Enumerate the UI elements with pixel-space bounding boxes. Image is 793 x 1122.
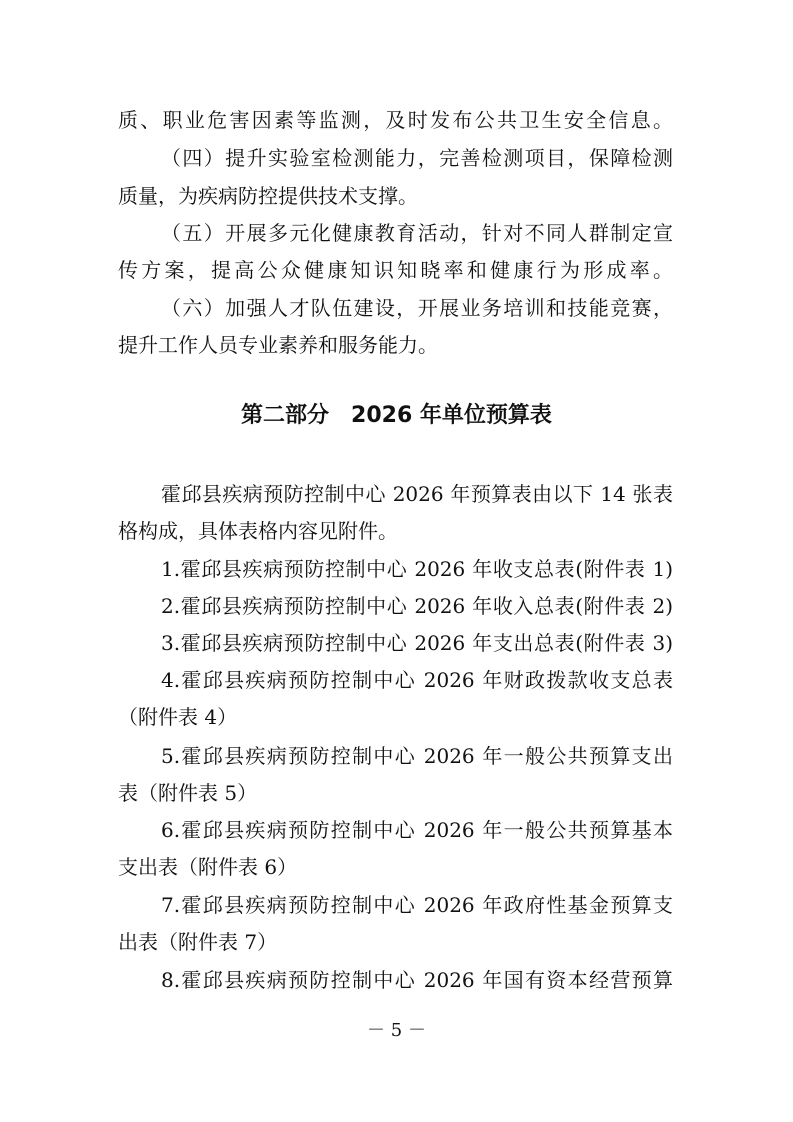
section-heading: 第二部分 2026 年单位预算表 bbox=[241, 403, 552, 428]
list-item: 1.霍邱县疾病预防控制中心 2026 年收支总表(附件表 1) bbox=[161, 557, 673, 581]
page-number: － 5 － bbox=[367, 1020, 426, 1041]
paragraph-line: 传方案，提高公众健康知识知晓率和健康行为形成率。 bbox=[118, 258, 673, 282]
paragraph-line: （五）开展多元化健康教育活动，针对不同人群制定宣 bbox=[161, 221, 673, 245]
list-item: 2.霍邱县疾病预防控制中心 2026 年收入总表(附件表 2) bbox=[161, 594, 673, 618]
list-item: 5.霍邱县疾病预防控制中心 2026 年一般公共预算支出 bbox=[161, 744, 673, 768]
paragraph-line: 质量，为疾病防控提供技术支撑。 bbox=[118, 184, 418, 208]
list-item-continuation: 出表（附件表 7） bbox=[118, 930, 278, 954]
list-item: 4.霍邱县疾病预防控制中心 2026 年财政拨款收支总表 bbox=[161, 668, 673, 692]
list-item: 3.霍邱县疾病预防控制中心 2026 年支出总表(附件表 3) bbox=[161, 631, 673, 655]
paragraph-line: 霍邱县疾病预防控制中心 2026 年预算表由以下 14 张表 bbox=[161, 482, 673, 506]
paragraph-line: （六）加强人才队伍建设，开展业务培训和技能竞赛， bbox=[161, 296, 673, 320]
paragraph-line: 质、职业危害因素等监测，及时发布公共卫生安全信息。 bbox=[118, 108, 673, 132]
paragraph-line: 格构成，具体表格内容见附件。 bbox=[118, 519, 398, 543]
list-item: 6.霍邱县疾病预防控制中心 2026 年一般公共预算基本 bbox=[161, 818, 673, 842]
list-item: 8.霍邱县疾病预防控制中心 2026 年国有资本经营预算 bbox=[161, 968, 673, 992]
list-item-continuation: 支出表（附件表 6） bbox=[118, 855, 298, 879]
list-item-continuation: （附件表 4） bbox=[118, 705, 238, 729]
list-item-continuation: 表（附件表 5） bbox=[118, 781, 258, 805]
list-item: 7.霍邱县疾病预防控制中心 2026 年政府性基金预算支 bbox=[161, 893, 673, 917]
paragraph-line: 提升工作人员专业素养和服务能力。 bbox=[118, 333, 438, 357]
paragraph-line: （四）提升实验室检测能力，完善检测项目，保障检测 bbox=[161, 146, 673, 170]
